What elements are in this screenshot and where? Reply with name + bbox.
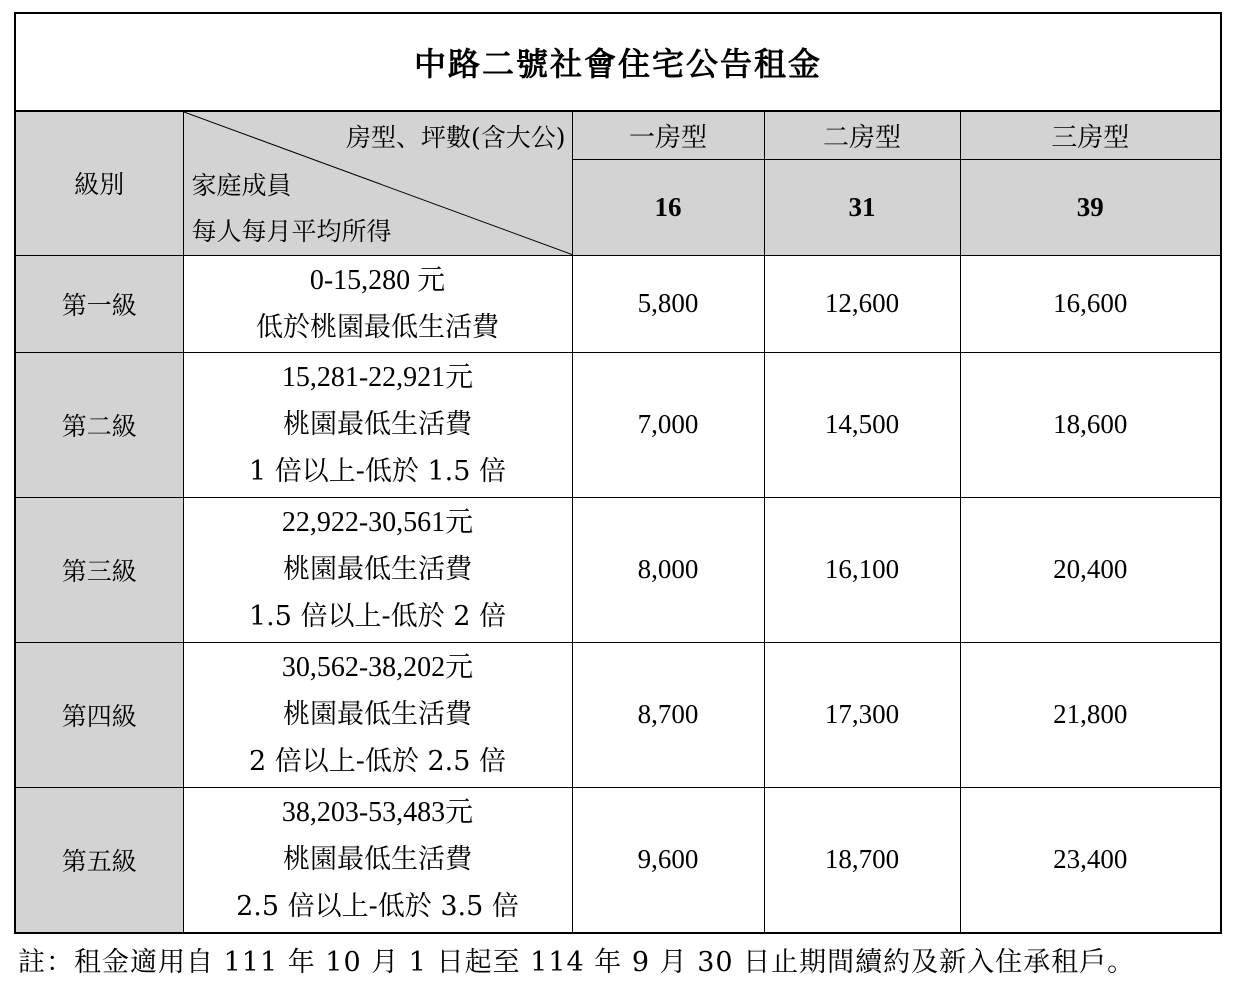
income-desc: 桃園最低生活費: [283, 844, 472, 876]
room-type-2: 二房型: [764, 112, 960, 159]
income-range: [183, 497, 572, 642]
income-amount: 15,281-22,921元: [281, 362, 474, 393]
rent-three-room: 20,400: [960, 497, 1220, 642]
rent-two-room: 12,600: [764, 255, 960, 352]
income-multiplier: 1 倍以上-低於 1.5 倍: [249, 456, 506, 487]
income-range: [183, 352, 572, 497]
income-range: [183, 787, 572, 932]
table-row: [16, 497, 1220, 642]
room-type-1: 一房型: [572, 112, 764, 159]
room-type-area-label: 房型、坪數(含大公): [345, 123, 566, 152]
income-multiplier: 2 倍以上-低於 2.5 倍: [249, 746, 506, 777]
area-3: 39: [960, 159, 1220, 255]
room-type-3: 三房型: [960, 112, 1220, 159]
rent-three-room: 18,600: [960, 352, 1220, 497]
rent-three-room: 23,400: [960, 787, 1220, 932]
rent-two-room: 14,500: [764, 352, 960, 497]
rent-two-room: 18,700: [764, 787, 960, 932]
income-amount: 38,203-53,483元: [281, 797, 474, 829]
area-1: 16: [572, 159, 764, 255]
level-label: 第四級: [16, 642, 183, 787]
rent-one-room: 8,000: [572, 497, 764, 642]
level-header: 級別: [16, 112, 183, 255]
level-label: 第五級: [16, 787, 183, 932]
rent-one-room: 8,700: [572, 642, 764, 787]
income-range: [183, 255, 572, 352]
table-row: [16, 352, 1220, 497]
table-row: [16, 787, 1220, 932]
rent-two-room: 17,300: [764, 642, 960, 787]
level-label: 第二級: [16, 352, 183, 497]
table-row: [16, 255, 1220, 352]
household-member-label: 家庭成員: [191, 171, 292, 200]
rent-two-room: 16,100: [764, 497, 960, 642]
table-row: [16, 642, 1220, 787]
income-amount: 0-15,280 元: [309, 264, 446, 296]
rent-table: [16, 112, 1220, 932]
income-desc: 低於桃園最低生活費: [256, 311, 499, 343]
rent-three-room: 21,800: [960, 642, 1220, 787]
rent-one-room: 5,800: [572, 255, 764, 352]
income-multiplier: 1.5 倍以上-低於 2 倍: [249, 601, 506, 632]
table-title: 中路二號社會住宅公告租金: [16, 14, 1220, 112]
income-desc: 桃園最低生活費: [283, 554, 472, 585]
area-2: 31: [764, 159, 960, 255]
rent-one-room: 7,000: [572, 352, 764, 497]
income-amount: 22,922-30,561元: [281, 507, 474, 538]
income-amount: 30,562-38,202元: [281, 652, 474, 683]
income-desc: 桃園最低生活費: [283, 409, 472, 440]
diagonal-header-cell: [183, 112, 572, 255]
rent-one-room: 9,600: [572, 787, 764, 932]
level-label: 第一級: [16, 255, 183, 352]
level-label: 第三級: [16, 497, 183, 642]
income-desc: 桃園最低生活費: [283, 699, 472, 730]
footnote: 註：租金適用自 111 年 10 月 1 日起至 114 年 9 月 30 日止期間續約及新入住承租戶。: [18, 947, 1136, 978]
income-multiplier: 2.5 倍以上-低於 3.5 倍: [236, 891, 519, 923]
rent-three-room: 16,600: [960, 255, 1220, 352]
avg-income-label: 每人每月平均所得: [191, 217, 392, 246]
income-range: [183, 642, 572, 787]
rent-table-frame: [14, 12, 1222, 934]
